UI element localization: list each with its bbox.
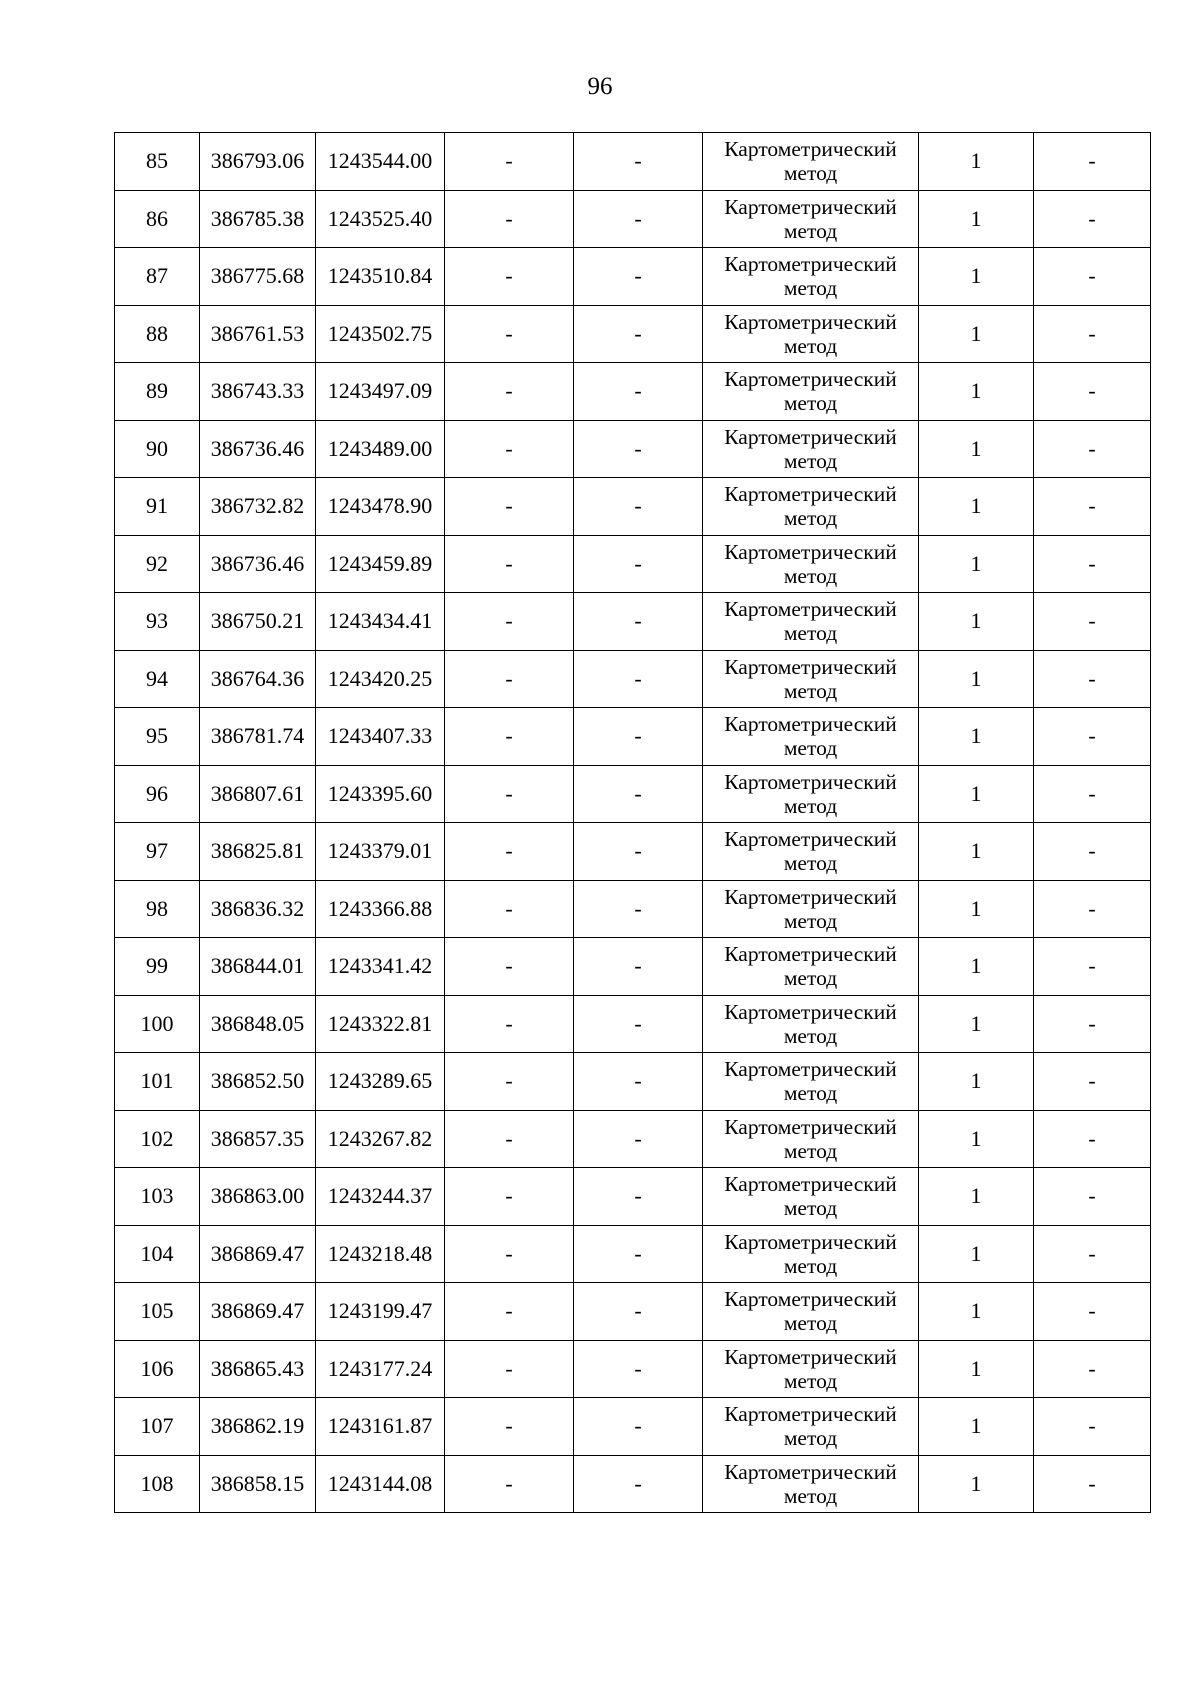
table-row: [115, 1340, 1151, 1398]
column-8-cell: -: [1034, 478, 1151, 536]
column-7-cell: 1: [919, 1283, 1034, 1341]
point-number-cell: 99: [115, 938, 200, 996]
method-name-line-1: Картометрический: [724, 827, 897, 852]
point-number-cell: 100: [115, 995, 200, 1053]
x-coordinate-cell: 386848.05: [200, 995, 316, 1053]
point-number-cell: 101: [115, 1053, 200, 1111]
method-name-line-2: метод: [783, 678, 838, 703]
method-name-line-1: Картометрический: [724, 539, 897, 564]
x-coordinate-cell: 386761.53: [200, 305, 316, 363]
column-4-cell: -: [445, 305, 574, 363]
method-name-line-2: метод: [783, 218, 838, 243]
column-4-cell: -: [445, 938, 574, 996]
table-row: [115, 248, 1151, 306]
method-cell: [703, 708, 919, 766]
point-number-cell: 106: [115, 1340, 200, 1398]
table-row: [115, 1225, 1151, 1283]
column-5-cell: -: [574, 478, 703, 536]
table-row: [115, 535, 1151, 593]
method-name-line-1: Картометрический: [724, 769, 897, 794]
column-5-cell: -: [574, 535, 703, 593]
column-7-cell: 1: [919, 1168, 1034, 1226]
method-name-line-1: Картометрический: [724, 1287, 897, 1312]
method-cell: [703, 1168, 919, 1226]
y-coordinate-cell: 1243407.33: [316, 708, 445, 766]
coordinates-table: [114, 132, 1151, 1513]
y-coordinate-cell: 1243497.09: [316, 363, 445, 421]
table-row: [115, 478, 1151, 536]
point-number-cell: 107: [115, 1398, 200, 1456]
method-name-line-1: Картометрический: [724, 1172, 897, 1197]
method-name-line-2: метод: [783, 391, 838, 416]
column-4-cell: -: [445, 1168, 574, 1226]
column-7-cell: 1: [919, 938, 1034, 996]
table-row: [115, 650, 1151, 708]
column-5-cell: -: [574, 1110, 703, 1168]
column-7-cell: 1: [919, 248, 1034, 306]
column-4-cell: -: [445, 363, 574, 421]
column-8-cell: -: [1034, 765, 1151, 823]
y-coordinate-cell: 1243459.89: [316, 535, 445, 593]
table-row: [115, 1398, 1151, 1456]
column-5-cell: -: [574, 1340, 703, 1398]
column-7-cell: 1: [919, 650, 1034, 708]
point-number-cell: 87: [115, 248, 200, 306]
column-8-cell: -: [1034, 708, 1151, 766]
column-5-cell: -: [574, 823, 703, 881]
column-8-cell: -: [1034, 1283, 1151, 1341]
column-8-cell: -: [1034, 1398, 1151, 1456]
method-name-line-1: Картометрический: [724, 654, 897, 679]
point-number-cell: 91: [115, 478, 200, 536]
method-cell: [703, 650, 919, 708]
point-number-cell: 95: [115, 708, 200, 766]
method-cell: [703, 880, 919, 938]
y-coordinate-cell: 1243379.01: [316, 823, 445, 881]
y-coordinate-cell: 1243244.37: [316, 1168, 445, 1226]
column-8-cell: -: [1034, 1110, 1151, 1168]
column-7-cell: 1: [919, 190, 1034, 248]
x-coordinate-cell: 386865.43: [200, 1340, 316, 1398]
method-name-line-2: метод: [783, 1196, 838, 1221]
column-8-cell: -: [1034, 823, 1151, 881]
column-8-cell: -: [1034, 650, 1151, 708]
method-cell: [703, 1283, 919, 1341]
column-4-cell: -: [445, 650, 574, 708]
point-number-cell: 94: [115, 650, 200, 708]
column-8-cell: -: [1034, 133, 1151, 191]
method-name-line-2: метод: [783, 1368, 838, 1393]
point-number-cell: 89: [115, 363, 200, 421]
column-4-cell: -: [445, 1110, 574, 1168]
column-5-cell: -: [574, 305, 703, 363]
column-7-cell: 1: [919, 133, 1034, 191]
y-coordinate-cell: 1243199.47: [316, 1283, 445, 1341]
column-4-cell: -: [445, 1340, 574, 1398]
x-coordinate-cell: 386857.35: [200, 1110, 316, 1168]
method-name-line-2: метод: [783, 333, 838, 358]
method-cell: [703, 593, 919, 651]
method-cell: [703, 823, 919, 881]
column-5-cell: -: [574, 765, 703, 823]
column-7-cell: 1: [919, 765, 1034, 823]
method-name-line-2: метод: [783, 793, 838, 818]
column-7-cell: 1: [919, 823, 1034, 881]
page-number: 96: [587, 73, 613, 100]
y-coordinate-cell: 1243177.24: [316, 1340, 445, 1398]
x-coordinate-cell: 386736.46: [200, 420, 316, 478]
table-row: [115, 305, 1151, 363]
x-coordinate-cell: 386852.50: [200, 1053, 316, 1111]
column-4-cell: -: [445, 478, 574, 536]
table-row: [115, 593, 1151, 651]
table-body: [115, 133, 1151, 1513]
method-name-line-1: Картометрический: [724, 1344, 897, 1369]
point-number-cell: 90: [115, 420, 200, 478]
method-cell: [703, 1455, 919, 1513]
table-row: [115, 133, 1151, 191]
method-name-line-2: метод: [783, 276, 838, 301]
point-number-cell: 102: [115, 1110, 200, 1168]
method-name-line-2: метод: [783, 1253, 838, 1278]
column-4-cell: -: [445, 190, 574, 248]
y-coordinate-cell: 1243289.65: [316, 1053, 445, 1111]
x-coordinate-cell: 386793.06: [200, 133, 316, 191]
x-coordinate-cell: 386844.01: [200, 938, 316, 996]
column-8-cell: -: [1034, 1053, 1151, 1111]
x-coordinate-cell: 386807.61: [200, 765, 316, 823]
method-name-line-1: Картометрический: [724, 1229, 897, 1254]
method-name-line-1: Картометрический: [724, 942, 897, 967]
x-coordinate-cell: 386736.46: [200, 535, 316, 593]
column-5-cell: -: [574, 1455, 703, 1513]
point-number-cell: 105: [115, 1283, 200, 1341]
column-5-cell: -: [574, 1283, 703, 1341]
column-5-cell: -: [574, 1053, 703, 1111]
method-cell: [703, 478, 919, 536]
column-4-cell: -: [445, 1053, 574, 1111]
column-7-cell: 1: [919, 1110, 1034, 1168]
point-number-cell: 85: [115, 133, 200, 191]
point-number-cell: 88: [115, 305, 200, 363]
table-row: [115, 1455, 1151, 1513]
point-number-cell: 92: [115, 535, 200, 593]
x-coordinate-cell: 386750.21: [200, 593, 316, 651]
column-5-cell: -: [574, 938, 703, 996]
y-coordinate-cell: 1243366.88: [316, 880, 445, 938]
method-name-line-2: метод: [783, 736, 838, 761]
method-name-line-2: метод: [783, 563, 838, 588]
method-cell: [703, 535, 919, 593]
column-4-cell: -: [445, 133, 574, 191]
method-name-line-1: Картометрический: [724, 999, 897, 1024]
method-name-line-1: Картометрический: [724, 1402, 897, 1427]
column-5-cell: -: [574, 133, 703, 191]
column-7-cell: 1: [919, 1340, 1034, 1398]
y-coordinate-cell: 1243218.48: [316, 1225, 445, 1283]
column-4-cell: -: [445, 995, 574, 1053]
column-4-cell: -: [445, 593, 574, 651]
column-8-cell: -: [1034, 1455, 1151, 1513]
column-7-cell: 1: [919, 995, 1034, 1053]
method-name-line-2: метод: [783, 1081, 838, 1106]
table-row: [115, 190, 1151, 248]
column-5-cell: -: [574, 880, 703, 938]
method-name-line-2: метод: [783, 966, 838, 991]
column-8-cell: -: [1034, 1168, 1151, 1226]
column-4-cell: -: [445, 823, 574, 881]
y-coordinate-cell: 1243525.40: [316, 190, 445, 248]
y-coordinate-cell: 1243544.00: [316, 133, 445, 191]
point-number-cell: 97: [115, 823, 200, 881]
column-4-cell: -: [445, 248, 574, 306]
column-4-cell: -: [445, 420, 574, 478]
column-5-cell: -: [574, 593, 703, 651]
method-name-line-1: Картометрический: [724, 1459, 897, 1484]
column-7-cell: 1: [919, 1225, 1034, 1283]
method-name-line-1: Картометрический: [724, 1114, 897, 1139]
x-coordinate-cell: 386743.33: [200, 363, 316, 421]
method-cell: [703, 1340, 919, 1398]
y-coordinate-cell: 1243434.41: [316, 593, 445, 651]
column-7-cell: 1: [919, 363, 1034, 421]
column-7-cell: 1: [919, 708, 1034, 766]
y-coordinate-cell: 1243478.90: [316, 478, 445, 536]
point-number-cell: 103: [115, 1168, 200, 1226]
method-cell: [703, 363, 919, 421]
table-row: [115, 363, 1151, 421]
method-name-line-1: Картометрический: [724, 424, 897, 449]
method-name-line-2: метод: [783, 161, 838, 186]
column-5-cell: -: [574, 1225, 703, 1283]
column-8-cell: -: [1034, 593, 1151, 651]
method-cell: [703, 765, 919, 823]
x-coordinate-cell: 386785.38: [200, 190, 316, 248]
method-cell: [703, 1398, 919, 1456]
method-name-line-2: метод: [783, 1023, 838, 1048]
column-5-cell: -: [574, 190, 703, 248]
y-coordinate-cell: 1243341.42: [316, 938, 445, 996]
method-name-line-2: метод: [783, 851, 838, 876]
column-5-cell: -: [574, 1398, 703, 1456]
column-7-cell: 1: [919, 478, 1034, 536]
method-cell: [703, 1225, 919, 1283]
y-coordinate-cell: 1243395.60: [316, 765, 445, 823]
method-cell: [703, 938, 919, 996]
method-name-line-2: метод: [783, 506, 838, 531]
x-coordinate-cell: 386825.81: [200, 823, 316, 881]
point-number-cell: 96: [115, 765, 200, 823]
x-coordinate-cell: 386869.47: [200, 1225, 316, 1283]
method-name-line-1: Картометрический: [724, 137, 897, 162]
method-name-line-1: Картометрический: [724, 252, 897, 277]
method-name-line-2: метод: [783, 908, 838, 933]
column-4-cell: -: [445, 708, 574, 766]
table-row: [115, 708, 1151, 766]
method-name-line-1: Картометрический: [724, 712, 897, 737]
method-name-line-1: Картометрический: [724, 1057, 897, 1082]
y-coordinate-cell: 1243322.81: [316, 995, 445, 1053]
y-coordinate-cell: 1243489.00: [316, 420, 445, 478]
point-number-cell: 93: [115, 593, 200, 651]
column-4-cell: -: [445, 1455, 574, 1513]
column-4-cell: -: [445, 1225, 574, 1283]
point-number-cell: 104: [115, 1225, 200, 1283]
method-cell: [703, 248, 919, 306]
method-name-line-2: метод: [783, 448, 838, 473]
column-8-cell: -: [1034, 248, 1151, 306]
column-8-cell: -: [1034, 420, 1151, 478]
method-cell: [703, 305, 919, 363]
column-7-cell: 1: [919, 1398, 1034, 1456]
method-name-line-2: метод: [783, 1311, 838, 1336]
column-4-cell: -: [445, 765, 574, 823]
method-cell: [703, 190, 919, 248]
method-cell: [703, 133, 919, 191]
method-name-line-1: Картометрический: [724, 884, 897, 909]
column-7-cell: 1: [919, 305, 1034, 363]
column-8-cell: -: [1034, 190, 1151, 248]
point-number-cell: 98: [115, 880, 200, 938]
table-row: [115, 1053, 1151, 1111]
method-name-line-2: метод: [783, 621, 838, 646]
y-coordinate-cell: 1243420.25: [316, 650, 445, 708]
method-name-line-2: метод: [783, 1426, 838, 1451]
column-8-cell: -: [1034, 938, 1151, 996]
column-5-cell: -: [574, 248, 703, 306]
column-8-cell: -: [1034, 995, 1151, 1053]
table-row: [115, 1283, 1151, 1341]
column-4-cell: -: [445, 1398, 574, 1456]
y-coordinate-cell: 1243267.82: [316, 1110, 445, 1168]
x-coordinate-cell: 386732.82: [200, 478, 316, 536]
column-5-cell: -: [574, 650, 703, 708]
x-coordinate-cell: 386863.00: [200, 1168, 316, 1226]
column-8-cell: -: [1034, 305, 1151, 363]
method-name-line-1: Картометрический: [724, 309, 897, 334]
column-8-cell: -: [1034, 535, 1151, 593]
y-coordinate-cell: 1243502.75: [316, 305, 445, 363]
table-row: [115, 938, 1151, 996]
method-name-line-1: Картометрический: [724, 482, 897, 507]
method-cell: [703, 995, 919, 1053]
column-8-cell: -: [1034, 880, 1151, 938]
table-row: [115, 420, 1151, 478]
method-name-line-2: метод: [783, 1138, 838, 1163]
method-cell: [703, 1110, 919, 1168]
column-8-cell: -: [1034, 1225, 1151, 1283]
x-coordinate-cell: 386775.68: [200, 248, 316, 306]
point-number-cell: 108: [115, 1455, 200, 1513]
method-name-line-1: Картометрический: [724, 367, 897, 392]
x-coordinate-cell: 386781.74: [200, 708, 316, 766]
column-4-cell: -: [445, 535, 574, 593]
method-name-line-1: Картометрический: [724, 597, 897, 622]
column-7-cell: 1: [919, 535, 1034, 593]
table-row: [115, 823, 1151, 881]
method-cell: [703, 420, 919, 478]
table-row: [115, 995, 1151, 1053]
method-name-line-2: метод: [783, 1483, 838, 1508]
x-coordinate-cell: 386858.15: [200, 1455, 316, 1513]
column-5-cell: -: [574, 708, 703, 766]
column-8-cell: -: [1034, 363, 1151, 421]
column-5-cell: -: [574, 363, 703, 421]
x-coordinate-cell: 386869.47: [200, 1283, 316, 1341]
x-coordinate-cell: 386836.32: [200, 880, 316, 938]
column-4-cell: -: [445, 1283, 574, 1341]
column-7-cell: 1: [919, 880, 1034, 938]
point-number-cell: 86: [115, 190, 200, 248]
x-coordinate-cell: 386764.36: [200, 650, 316, 708]
column-5-cell: -: [574, 1168, 703, 1226]
column-5-cell: -: [574, 995, 703, 1053]
table-row: [115, 1110, 1151, 1168]
column-5-cell: -: [574, 420, 703, 478]
column-4-cell: -: [445, 880, 574, 938]
table-row: [115, 880, 1151, 938]
method-cell: [703, 1053, 919, 1111]
column-7-cell: 1: [919, 593, 1034, 651]
column-7-cell: 1: [919, 1053, 1034, 1111]
table-row: [115, 765, 1151, 823]
y-coordinate-cell: 1243144.08: [316, 1455, 445, 1513]
method-name-line-1: Картометрический: [724, 194, 897, 219]
y-coordinate-cell: 1243510.84: [316, 248, 445, 306]
column-8-cell: -: [1034, 1340, 1151, 1398]
y-coordinate-cell: 1243161.87: [316, 1398, 445, 1456]
table-row: [115, 1168, 1151, 1226]
column-7-cell: 1: [919, 1455, 1034, 1513]
x-coordinate-cell: 386862.19: [200, 1398, 316, 1456]
column-7-cell: 1: [919, 420, 1034, 478]
